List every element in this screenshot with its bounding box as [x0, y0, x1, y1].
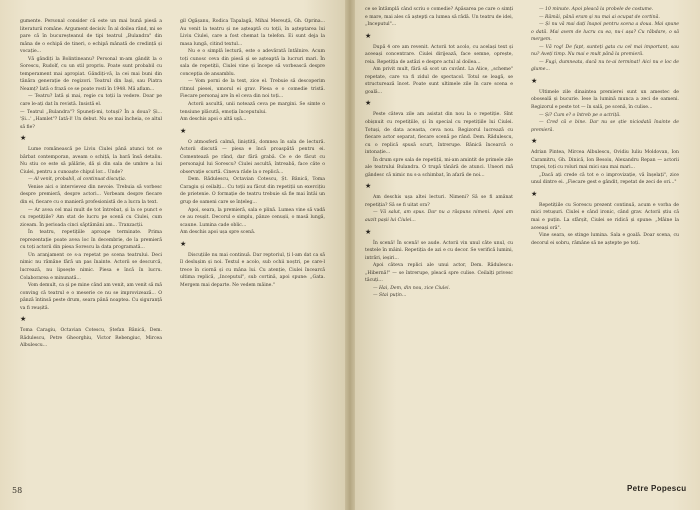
article-paragraph: Nu e o simplă lectură, este o adevărată întâlnire. Acum toți cunosc ceva din piesă și se așteaptă la lucruri mari. În sala de repetiții, Ciulei vine și începe să vorbească despre concepția de ansamblu. — [180, 49, 325, 77]
book-gutter — [345, 0, 355, 510]
article-paragraph: — Vom porni de la text, zice el. Trebuie să descoperim ritmul piesei, umorul ei grav. Piesa e o comedie tristă. Fiecare personaj are în el ceva din noi toți... — [180, 79, 325, 100]
article-paragraph: — Hai, Dem, din nou, zice Ciulei. — [373, 285, 450, 291]
section-separator-star: ★ — [20, 134, 27, 143]
article-paragraph: — Vă salut, am spus. Dar nu a răspuns nimeni. Apoi am auzit pașii lui Ciulei... — [365, 210, 513, 224]
section-separator-star: ★ — [531, 137, 538, 146]
article-paragraph: Am deschis apoi o altă ușă... — [180, 117, 247, 123]
article-paragraph: — Rămâi, până eram și nu mai ai ocupat de cortină. — [539, 14, 660, 20]
article-paragraph: „Dacă ați crede că tot e o improvizație, vă înșelați", zice unul dintre ei. „Fiecare gest e gândit, repetat de zeci de ori..." — [531, 172, 679, 186]
article-paragraph: Apoi câteva replici ale unui actor, Dem. Rădulescu: „Hibernă!" — se întrerupe, pleacă spre culise. Ceilalți privesc tăcuți... — [365, 263, 513, 284]
section-separator-star: ★ — [180, 126, 187, 135]
article-paragraph: Adrian Pintea, Mircea Albulescu, Ovidiu Iuliu Moldovan, Ion Caramitru, Gh. Dinică, Ion Besoiu, Alexandru Repan — actorii trupei, toți cu roluri mai mici sau mai mari... — [531, 150, 679, 171]
author-signature: Petre Popescu — [627, 484, 687, 493]
section-separator-star: ★ — [180, 239, 187, 248]
article-paragraph: Ultimele zile dinaintea premierei sunt un amestec de oboseală și bucurie. Iese la lumină munca a zeci de oameni. Regizorul e peste tot — în sală, pe scenă, în culise... — [531, 89, 679, 111]
article-paragraph: Apoi, seara, la premieră, sala e plină. Lumea vine să vadă ce au reușit. Decorul e simplu, pânze cenușii, o masă lungă, scaune. Lumina cade oblic... — [180, 207, 325, 228]
section-separator-star: ★ — [365, 31, 372, 40]
article-paragraph: — Teatrul „Bulandra"? Spuneți-mi, totuși? În a doua? Și... 'Și...' „Hamlet"? Iată-l! Un debut. Nu se mai încheia, ce altul să fie? — [20, 109, 162, 130]
article-paragraph: — Și? Cum e? o întreb pe o actriță. — [539, 112, 621, 118]
article-paragraph: Un aranjament ce s-a repetat pe scena teatrului. Deci nimic nu rămâne fără un pas înainte. Actorii se descurcă, lucrează, nu lipsește nimic. Piesa e încă în lucru. Colaborarea e minunată... — [20, 252, 162, 281]
article-paragraph: — 10 minute. Apoi pleacă la probele de costume. — [539, 7, 654, 12]
article-paragraph: Vă gândiți la Bolintineanu? Personal m-am gândit la o Sorescu, Rudolf, cu un stil propriu. Poate sunt probabil cu temperament mai apropiat. Gândiți-vă, la cei mai buni din tânăra generație de regizori. Teatrul din Iași, sau Piatra Neamț? Iată o frază ce se poate rosti în 1948. Mă aflam... — [20, 56, 162, 92]
article-paragraph: Vom demult, ca și pe mine când am venit, am venit să mă conving că teatrul e o meserie ce nu se improvizează... O pânză întinsă peste drum, seara până noaptea. Cu siguranță va fi reușită. — [20, 283, 162, 311]
section-separator-star: ★ — [531, 76, 538, 85]
right-page-column-2 — [531, 6, 679, 247]
article-paragraph: — Și nu vă mai dați înapoi pentru scena a doua. Mai spune o dată. Mai avem de lucru cu ea, nu-i așa? Cu răbdare, o să mergem. — [531, 22, 679, 43]
article-paragraph: Peste câteva zile am asistat din nou la o repetiție. Sînt obișnuit cu repetițiile, și în special cu repetițiile lui Ciulei. Totuși, de data aceasta, ceva nou. Regizorul lucrează cu fiecare actor separat, fiecare scenă pe rând. Dem. Rădulescu, cu o replică spusă scurt, întrerupe. Bănică încearcă o intonație... — [365, 112, 513, 156]
article-paragraph: Venise aici o intervievez din nevoie. Trebuia să vorbesc despre premieră, despre actori... Vorbeam despre fiecare din ei, fiecare cu o manieră profesionistă de a lucra la text. — [20, 184, 162, 206]
article-paragraph: Repetițiile cu Sorescu prezent continuă, acum e vorba de mici retușuri. Ciulei e când ironic, când grav. Actorii știu că mai e puțin. La sfârșit, Ciulei se ridică și spune: „Mâine la aceeași oră". — [531, 202, 679, 231]
article-paragraph: — Ar avea cel mai mult de tot întrebat, și la ce punct e cu repetițiile? Am stat de lucru pe scenă cu Ciulei, cum ziceam. În perioada cinci săptămâni am... Tranzacții. — [20, 207, 162, 228]
section-separator-star: ★ — [365, 99, 372, 108]
article-paragraph: Am deschis ușa altei lecturi. Nimeni? Să se fi amânat repetiția? Să se fi uitat ora? — [365, 195, 513, 208]
section-separator-star: ★ — [531, 189, 538, 198]
article-paragraph: Vine seara, se stinge lumina. Sala e goală. Doar scena, cu decorul ei sobru, rămâne să ne aștepte pe toți. — [531, 233, 679, 246]
right-page — [355, 0, 700, 510]
article-paragraph: — Teatru? Iată și mai, regie cu toții la vedere. Doar pe care le-ați dat în revistă. Insistă el. — [20, 94, 162, 108]
article-paragraph: gumente. Personal consider că este un mai bună piesă a literaturii române. Argument decisiv. În al doilea rând, mi se pare că în bucureșteanul de tipi teatrul „Bulandra" din mâna de o echipă de tineri, o echipă mânată de credință și vocație... — [20, 19, 162, 55]
article-paragraph: Dem. Rădulescu, Octavian Cotescu, Șt. Bănică, Toma Caragiu și ceilalți... Cu toții au făcut din repetiții un exercițiu de prietenie. O formație de teatru trebuie să fie mai întâi un grup de oameni care se înțeleg... — [180, 177, 325, 206]
article-paragraph: După 4 ore am revenit. Actorii tot acolo, cu același text și aceeași concentrare. Ciulei dirijează, face semne, oprește, reia. Repetiția de astăzi e despre actul al doilea... — [365, 44, 513, 65]
left-page — [0, 0, 345, 510]
left-page-column-1 — [20, 18, 162, 350]
article-paragraph: În teatru, repetițiile aproape terminate. Prima reprezentație poate avea loc în decembrie, de la premieră cu toți actorii din piesa Sorescu la data programată... — [20, 230, 162, 251]
article-paragraph: Am deschis apoi ușa spre scenă. — [180, 230, 256, 236]
article-paragraph: — Al venit, probabil, al continuat discuția. — [28, 177, 127, 183]
article-paragraph: — Fugi, dumneata, dacă nu te-ai terminat! Aici nu e loc de glume... — [531, 59, 679, 73]
left-page-column-2 — [180, 18, 325, 290]
article-paragraph: — Cred că e bine. Dar nu se știe niciodată înainte de premieră. — [531, 120, 679, 133]
article-paragraph: Discuțiile nu mai continuă. Dar reptoriul, ți l-am dat ca să îl deslușim și noi. Textul e acolo, sub ochii noștri, pe care-l trece în ciornă și cu mâna lui. Cu atenție, Ciulei încearcă ultima replică, „Inceputul", sub cortină, apoi spune: „Gata. Mergem mai departe. Ne vedem mâine." — [180, 252, 325, 288]
section-separator-star: ★ — [365, 227, 372, 236]
right-page-column-1 — [365, 6, 513, 300]
article-paragraph: Am privit mult, fără să scot un cuvânt. La Alice, „scheme" repetate, care va fi zidul de spectacol. Totul se leagă, se structurează încet. Poate sunt ultimele zile în care scena e goală... — [365, 67, 513, 95]
article-paragraph: Toma Caragiu, Octavian Cotescu, Ștefan Bănică, Dem. Rădulescu, Petre Gheorghiu, Victor Rebengiuc, Mircea Albulescu... — [20, 328, 162, 349]
article-paragraph: În drum spre sala de repetiții, mi-am amintit de primele zile ale teatrului Bulandra. O trupă tânără de atunci. Uneori mă gândesc că nimic nu s-a schimbat, în afară de noi... — [365, 157, 513, 178]
article-paragraph: gil Ogășanu, Rodica Tapalagă, Mihai Mereuță, Gh. Oprina... Au venit la teatru și ne așteaptă cu toții, în așteptarea lui Liviu Ciulei, care a fost chemat la telefon. Ei sunt deja la masa lungă, citind textul... — [180, 19, 325, 47]
section-separator-star: ★ — [20, 315, 27, 324]
page-number: 58 — [12, 486, 23, 495]
article-paragraph: În scenă! În scenă! se aude. Actorii vin unul câte unul, cu textele în mâini. Repetiția de azi e cu decor. Se verifică lumini, intrări, ieșiri... — [365, 240, 513, 261]
article-paragraph: ce se întâmplă când scriu o comedie? Apăsarea pe care o simți e mare, mai ales că aștepți ca lumea să râdă. Un teatru de idei, „Inceputul"... — [365, 7, 513, 28]
article-paragraph: Lume românească pe Liviu Ciulei până atunci tot ce bărbat contemporan, aveam o schiță, la bară însă detaliu. Nu stiu ce este să pălărie, dă și din sala de umbre a lui Ciulei, pentru a cunoaște chipul lor... Unde? — [20, 147, 162, 175]
article-paragraph: Actorii ascultă, unii notează ceva pe margini. Se simte o tensiune plăcută, emoția începutului. — [180, 102, 325, 115]
section-separator-star: ★ — [365, 182, 372, 191]
article-paragraph: — Stai puțin... — [373, 293, 407, 299]
article-paragraph: — Vă rog! De fapt, sunteți gata cu cel mai important, sau nu? Aveți timp. Nu mai e mult până la premieră. — [531, 44, 679, 58]
article-paragraph: O atmosferă calmă, liniștită, domnea în sala de lectură. Actorii discută — piesa e încă proaspătă pentru ei. Comentează pe rând, dar fără grabă. Ce e de făcut cu personajul lui Sorescu? Ciulei ascultă, întreabă, face câte o observație scurtă. Cineva râde la o replică... — [180, 139, 325, 175]
